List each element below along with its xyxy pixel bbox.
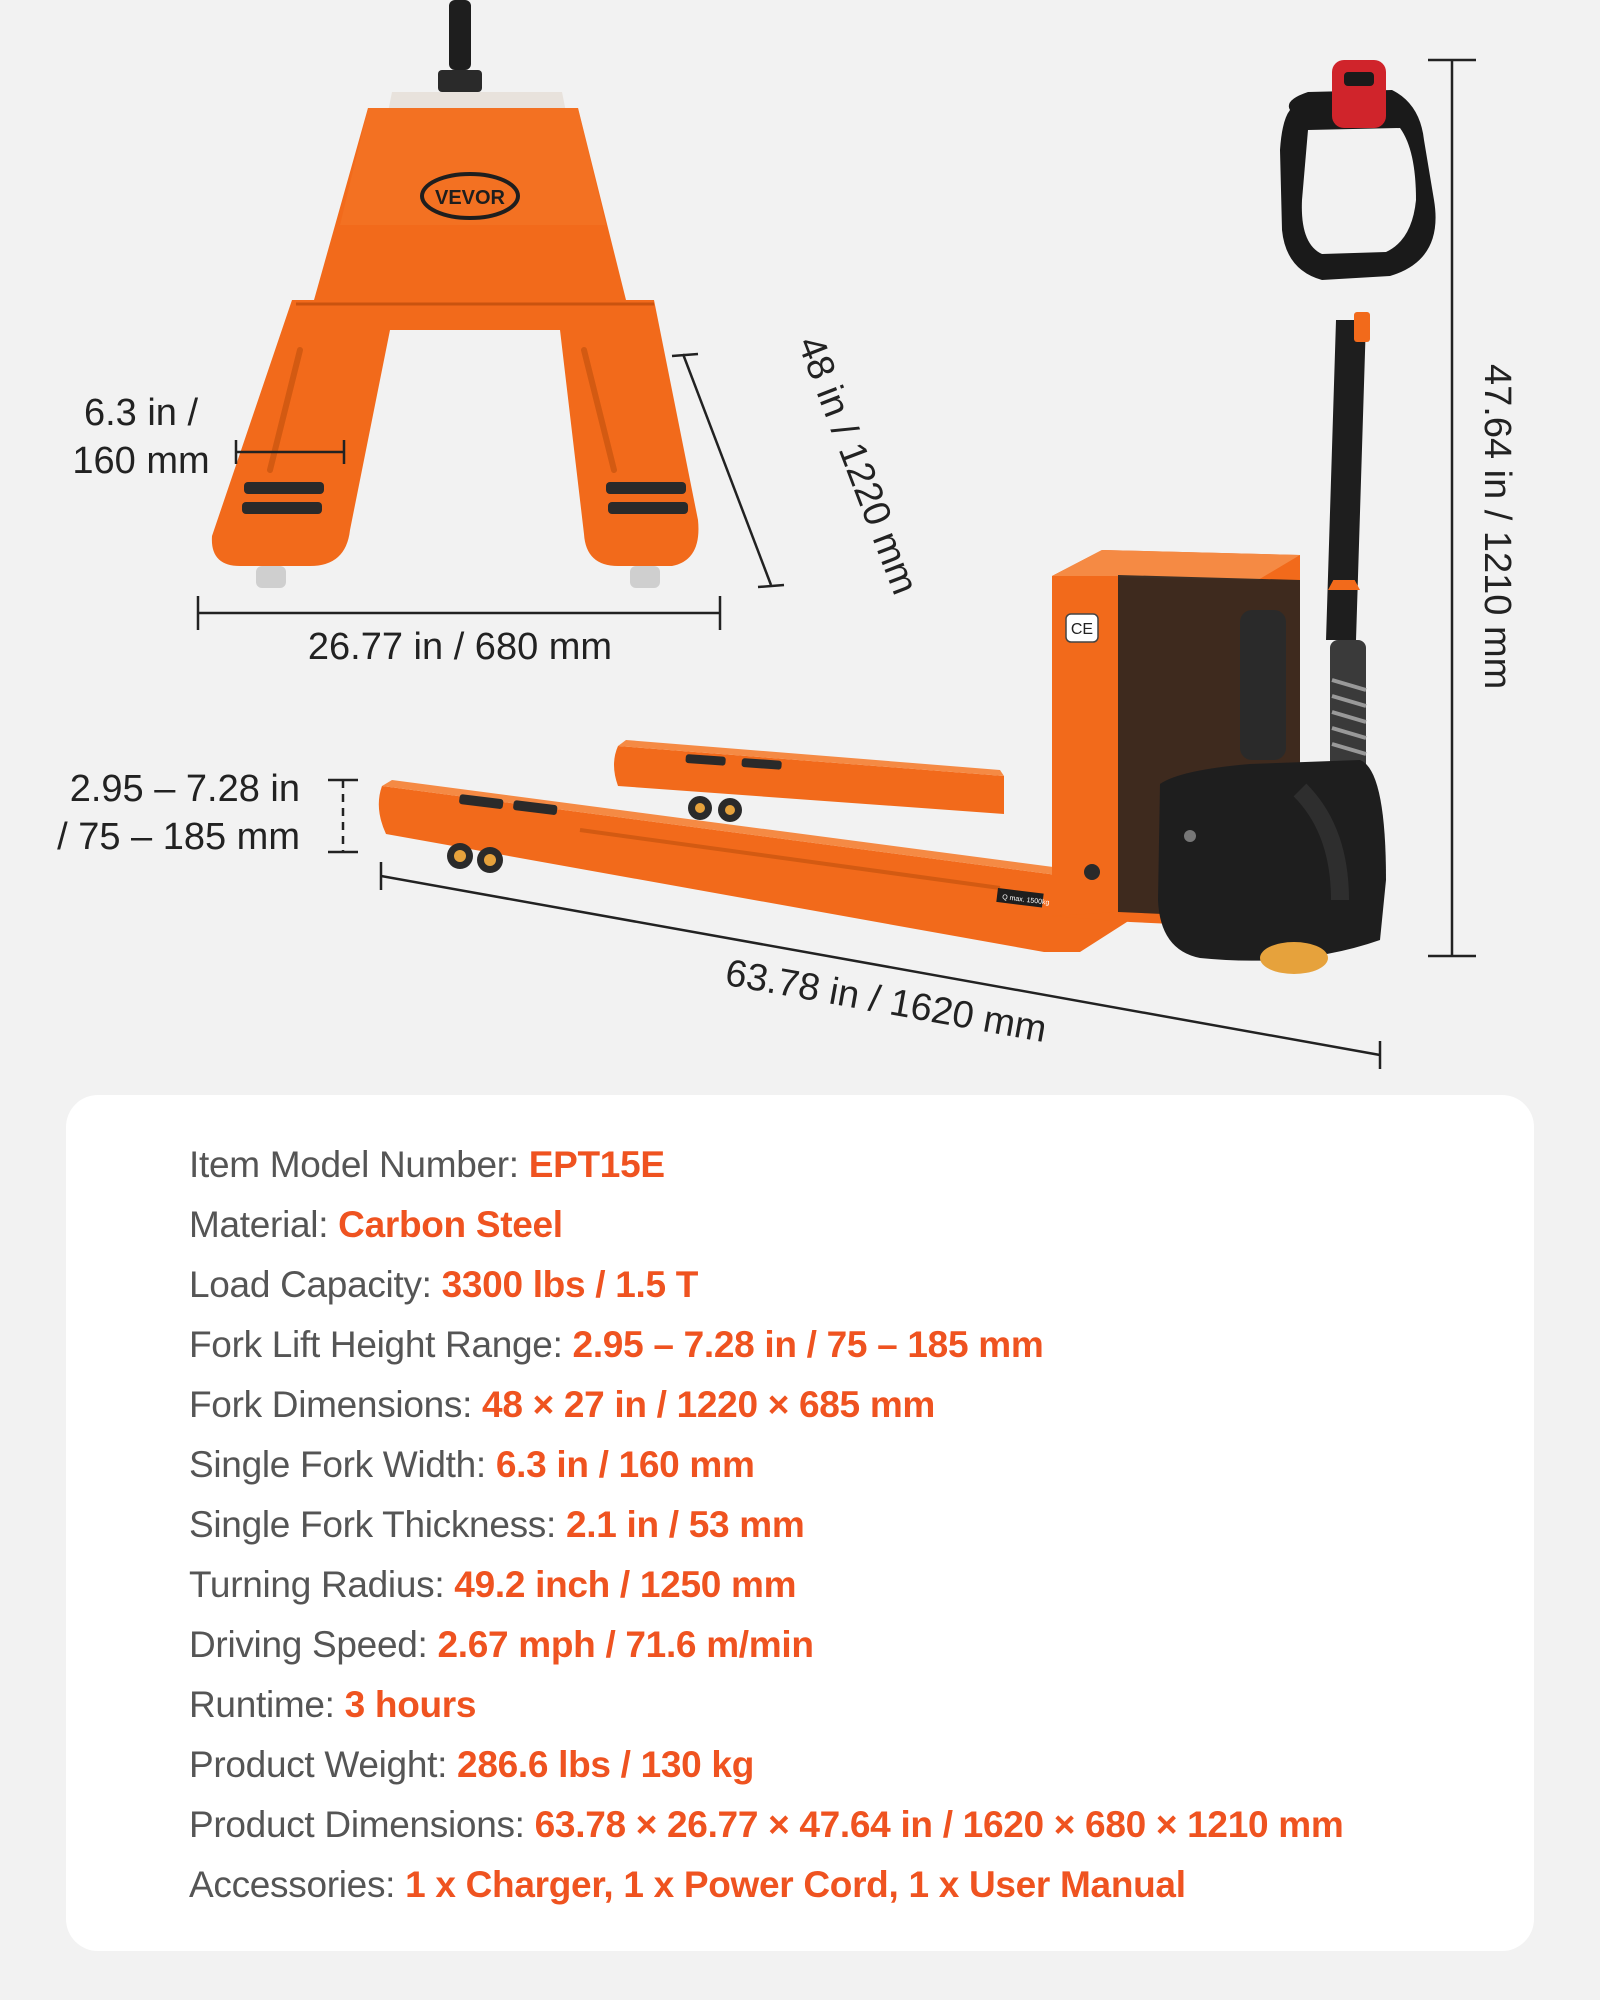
capacity-plate-text: Q max. 1500kg	[1001, 894, 1050, 907]
spec-label: Product Weight:	[189, 1744, 458, 1785]
dimension-lift-range-line-2: / 75 – 185 mm	[57, 815, 300, 858]
spec-value: 3 hours	[344, 1684, 477, 1725]
dimension-fork-length: 48 in / 1220 mm	[788, 330, 926, 601]
spec-label: Fork Dimensions:	[189, 1384, 483, 1425]
spec-label: Turning Radius:	[189, 1564, 455, 1605]
dimension-overall-width: 26.77 in / 680 mm	[307, 626, 613, 668]
spec-label: Material:	[189, 1204, 339, 1245]
spec-label: Load Capacity:	[189, 1264, 442, 1305]
dimension-fork-width-line-1: 6.3 in /	[83, 392, 199, 434]
spec-value: 48 × 27 in / 1220 × 685 mm	[482, 1384, 936, 1425]
spec-value: 49.2 inch / 1250 mm	[454, 1564, 797, 1605]
spec-value: 2.1 in / 53 mm	[565, 1504, 805, 1545]
spec-label: Single Fork Width:	[189, 1444, 496, 1485]
spec-row	[189, 1255, 1343, 1315]
spec-label: Single Fork Thickness:	[189, 1504, 566, 1545]
dimension-fork-width-line-2: 160 mm	[72, 439, 210, 482]
spec-row	[189, 1195, 1343, 1255]
spec-value: 3300 lbs / 1.5 T	[441, 1264, 699, 1305]
spec-row	[189, 1315, 1343, 1375]
spec-label: Product Dimensions:	[189, 1804, 535, 1845]
dimension-overall-length: 63.78 in / 1620 mm	[722, 951, 1050, 1051]
spec-label: Fork Lift Height Range:	[189, 1324, 573, 1365]
spec-value: 2.95 – 7.28 in / 75 – 185 mm	[572, 1324, 1044, 1365]
ce-mark: CE	[1070, 621, 1094, 638]
spec-value: EPT15E	[528, 1144, 665, 1185]
dimension-fork-width	[56, 390, 226, 485]
specifications-list	[189, 1135, 1343, 1915]
spec-row	[189, 1495, 1343, 1555]
spec-label: Driving Speed:	[189, 1624, 438, 1665]
spec-value: 1 x Charger, 1 x Power Cord, 1 x User Manual	[405, 1864, 1186, 1905]
vevor-logo-text: VEVOR	[434, 187, 506, 209]
spec-row	[189, 1375, 1343, 1435]
spec-value: Carbon Steel	[338, 1204, 563, 1245]
spec-row	[189, 1435, 1343, 1495]
spec-value: 6.3 in / 160 mm	[495, 1444, 755, 1485]
specifications-card	[66, 1095, 1534, 1951]
spec-value: 63.78 × 26.77 × 47.64 in / 1620 × 680 × 1210 mm	[534, 1804, 1344, 1845]
spec-row	[189, 1675, 1343, 1735]
dimension-lift-range-line-1: 2.95 – 7.28 in	[69, 768, 300, 810]
spec-value: 2.67 mph / 71.6 m/min	[437, 1624, 814, 1665]
spec-label: Item Model Number:	[189, 1144, 529, 1185]
dimension-lift-range	[30, 766, 300, 861]
spec-value: 286.6 lbs / 130 kg	[457, 1744, 755, 1785]
spec-row	[189, 1135, 1343, 1195]
dimension-overall-height: 47.64 in / 1210 mm	[1476, 364, 1518, 690]
spec-label: Runtime:	[189, 1684, 345, 1725]
spec-row	[189, 1735, 1343, 1795]
spec-row	[189, 1855, 1343, 1915]
spec-label: Accessories:	[189, 1864, 406, 1905]
top-view-drawing	[212, 0, 699, 588]
spec-row	[189, 1615, 1343, 1675]
spec-row	[189, 1555, 1343, 1615]
spec-row	[189, 1795, 1343, 1855]
